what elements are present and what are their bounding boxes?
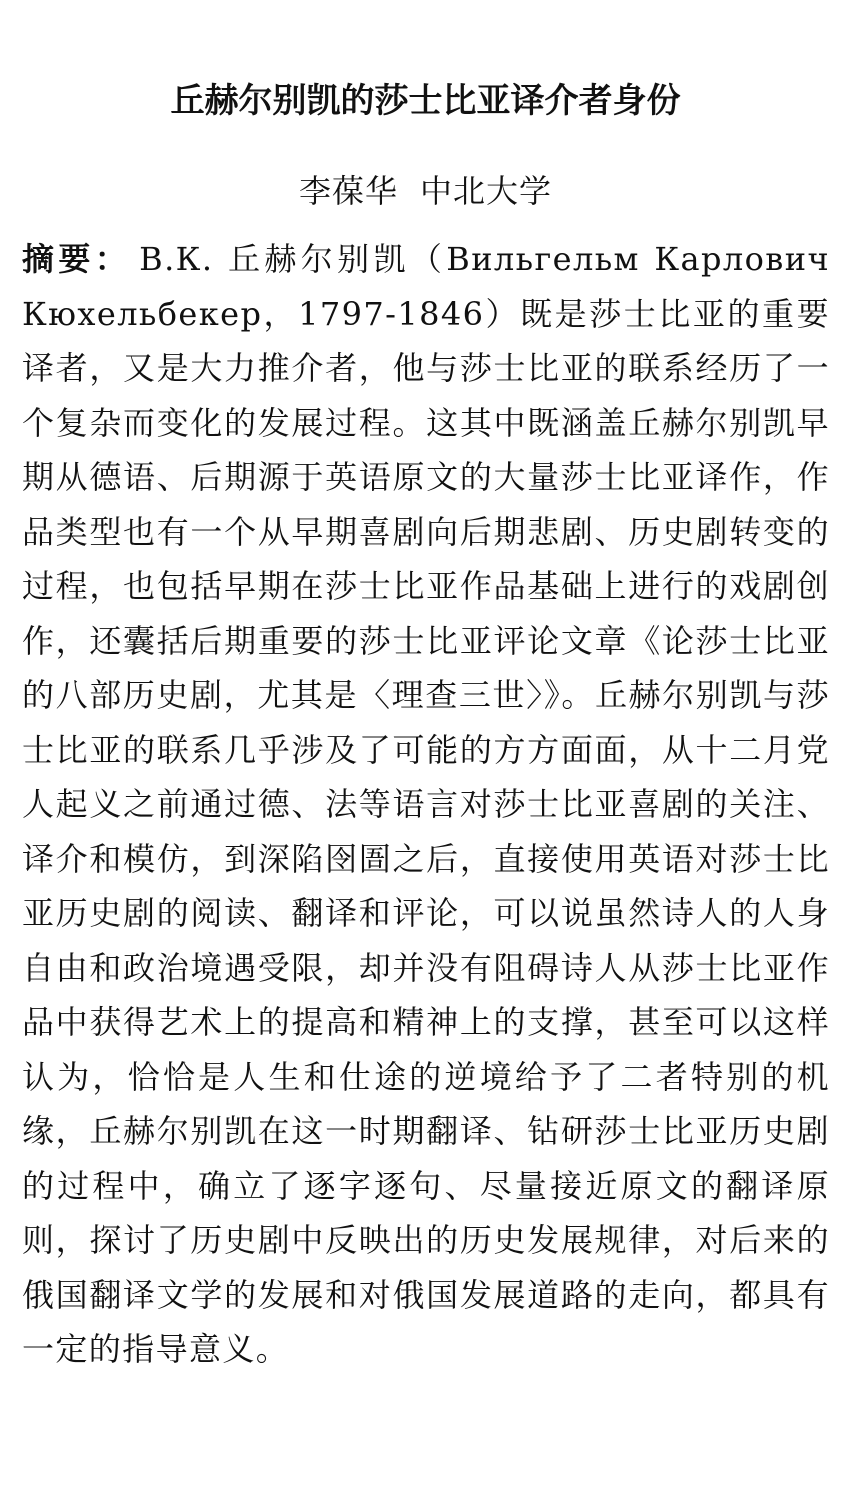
author-name: 李葆华	[298, 172, 398, 210]
author-line	[0, 164, 851, 218]
abstract-text: В.К. 丘赫尔别凯（Вильгельм Карлович Кюхельбекер，1797-1846）既是莎士比亚的重要译者，又是大力推介者，他与莎士比亚的联系经历了一个复杂而变化的发展过程。这其中既涵盖丘赫尔别凯早期从德语、后期源于英语原文的大量莎士比亚译作，作品类型也有一个从早期喜剧向后期悲剧、历史剧转变的过程，也包括早期在莎士比亚作品基础上进行的戏剧创作，还囊括后期重要的莎士比亚评论文章《论莎士比亚的八部历史剧，尤其是〈理查三世〉》。丘赫尔别凯与莎士比亚的联系几乎涉及了可能的方方面面，从十二月党人起义之前通过德、法等语言对莎士比亚喜剧的关注、译介和模仿，到深陷囹圄之后，直接使用英语对莎士比亚历史剧的阅读、翻译和评论，可以说虽然诗人的人身自由和政治境遇受限，却并没有阻碍诗人从莎士比亚作品中获得艺术上的提高和精神上的支撑，甚至可以这样认为，恰恰是人生和仕途的逆境给予了二者特别的机缘，丘赫尔别凯在这一时期翻译、钻研莎士比亚历史剧的过程中，确立了逐字逐句、尽量接近原文的翻译原则，探讨了历史剧中反映出的历史发展规律，对后来的俄国翻译文学的发展和对俄国发展道路的走向，都具有一定的指导意义。	[22, 240, 830, 1368]
author-affiliation: 中北大学	[420, 172, 553, 210]
abstract-label: 摘要：	[22, 240, 132, 278]
paper-title: 丘赫尔别凯的莎士比亚译介者身份	[170, 81, 681, 121]
abstract	[22, 232, 830, 1377]
